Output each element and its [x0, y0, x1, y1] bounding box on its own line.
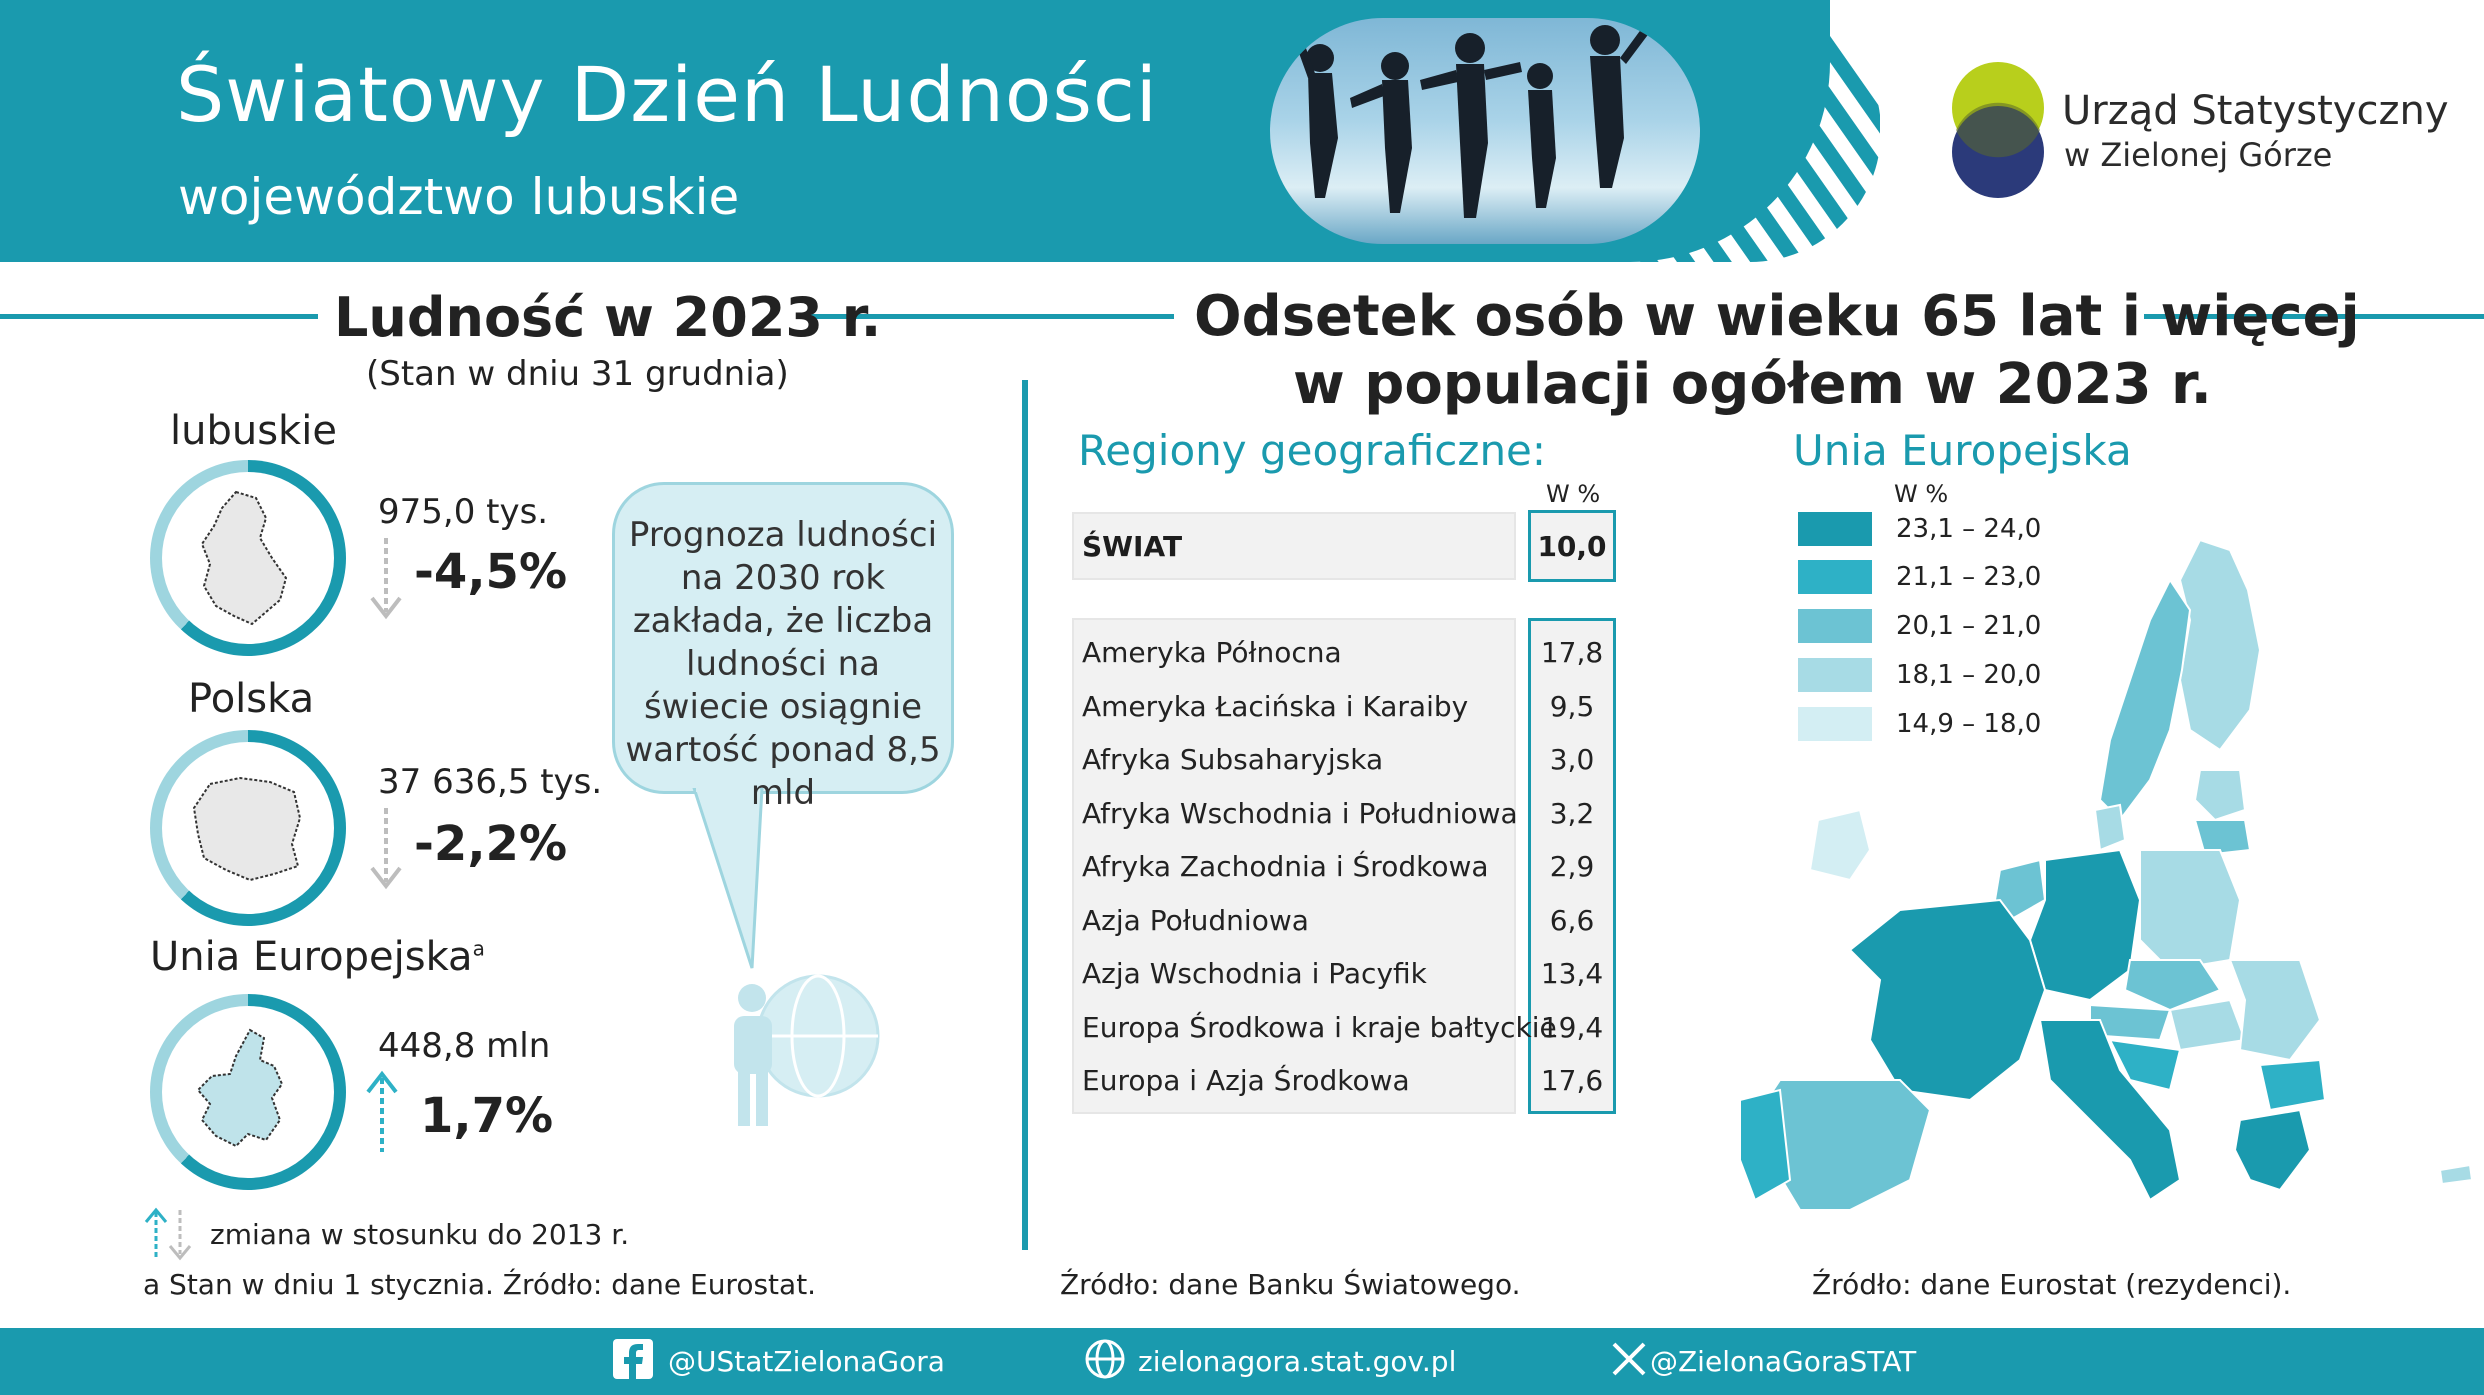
change-lubuskie: -4,5% [414, 544, 568, 600]
website-link[interactable]: zielonagora.stat.gov.pl [1138, 1345, 1457, 1378]
footnote-mark: a [472, 936, 485, 961]
org-city: w Zielonej Górze [2064, 136, 2333, 174]
table-row-label: Afryka Subsaharyjska [1082, 743, 1384, 776]
page-title: Światowy Dzień Ludności [176, 50, 1158, 139]
legend-label: 23,1 – 24,0 [1896, 514, 2042, 544]
area-name-lubuskie: lubuskie [170, 408, 337, 454]
page-subtitle: województwo lubuskie [178, 168, 740, 226]
statistics-office-logo [1950, 60, 2100, 210]
eu-choropleth-map [1700, 520, 2480, 1240]
source-left: a Stan w dniu 1 stycznia. Źródło: dane Eurostat. [143, 1268, 817, 1301]
population-heading: Ludność w 2023 r. [334, 286, 882, 349]
x-link[interactable]: @ZielonaGoraSTAT [1650, 1345, 1917, 1378]
lubuskie-map-icon [196, 488, 300, 628]
table-row-value: 19,4 [1540, 1011, 1604, 1044]
change-arrows-icon [142, 1206, 196, 1262]
change-polska: -2,2% [414, 816, 568, 872]
legend-label: 18,1 – 20,0 [1896, 660, 2042, 690]
regions-title: Regiony geograficzne: [1078, 426, 1547, 475]
arrow-down-icon [366, 536, 406, 620]
globe-icon[interactable] [1084, 1338, 1126, 1380]
eu-map-icon [190, 1024, 306, 1154]
elderly-heading-line2: w populacji ogółem w 2023 r. [1293, 352, 2212, 417]
table-row-label: Ameryka Łacińska i Karaiby [1082, 690, 1469, 723]
table-row-label: Azja Południowa [1082, 904, 1309, 937]
world-label: ŚWIAT [1082, 530, 1183, 563]
table-row-value: 6,6 [1549, 904, 1595, 937]
facebook-link[interactable]: @UStatZielonaGora [668, 1345, 945, 1378]
population-subheading: (Stan w dniu 31 grudnia) [366, 354, 789, 394]
arrow-down-icon [366, 806, 406, 890]
legend-label: 14,9 – 18,0 [1896, 709, 2042, 739]
header [0, 0, 2484, 262]
table-row-label: Europa Środkowa i kraje bałtyckie [1082, 1011, 1557, 1044]
change-eu: 1,7% [420, 1088, 554, 1144]
table-row-label: Azja Wschodnia i Pacyfik [1082, 957, 1427, 990]
table-row-value: 9,5 [1549, 690, 1595, 723]
bubble-tail [690, 788, 810, 978]
forecast-text: Prognoza ludności na 2030 rok zakłada, że liczba ludności na świecie osiągnie wartość ponad 8,5 mld [625, 515, 941, 813]
table-row-value: 2,9 [1549, 850, 1595, 883]
column-divider [1022, 380, 1028, 1250]
table-unit: W % [1546, 480, 1601, 508]
arrow-up-icon [362, 1070, 402, 1154]
area-name-eu: Unia Europejska$^a$ [150, 934, 485, 980]
eu-title: Unia Europejska [1793, 426, 2132, 475]
person-globe-icon [714, 970, 884, 1140]
table-row-label: Ameryka Północna [1082, 636, 1342, 669]
org-name: Urząd Statystyczny [2062, 88, 2449, 134]
table-row-value: 3,2 [1549, 797, 1595, 830]
table-row-label: Afryka Zachodnia i Środkowa [1082, 850, 1489, 883]
x-icon[interactable] [1608, 1338, 1650, 1380]
facebook-icon[interactable] [612, 1338, 654, 1380]
value-eu: 448,8 mln [378, 1026, 551, 1066]
value-polska: 37 636,5 tys. [378, 762, 603, 802]
table-row-value: 17,8 [1540, 636, 1604, 669]
legend-label: 21,1 – 23,0 [1896, 562, 2042, 592]
table-row-label: Europa i Azja Środkowa [1082, 1064, 1410, 1097]
world-value: 10,0 [1537, 530, 1607, 563]
change-legend-note: zmiana w stosunku do 2013 r. [210, 1218, 630, 1251]
table-row-label: Afryka Wschodnia i Południowa [1082, 797, 1518, 830]
jumping-people-photo [1270, 18, 1700, 244]
rule-left-1 [0, 314, 318, 319]
table-row-value: 17,6 [1540, 1064, 1604, 1097]
source-middle: Źródło: dane Banku Światowego. [1060, 1268, 1521, 1301]
map-unit: W % [1894, 480, 1949, 508]
table-row-value: 3,0 [1549, 743, 1595, 776]
value-lubuskie: 975,0 tys. [378, 492, 549, 532]
legend-label: 20,1 – 21,0 [1896, 611, 2042, 641]
elderly-heading-line1: Odsetek osób w wieku 65 lat i więcej [1194, 284, 2360, 349]
poland-map-icon [190, 774, 306, 884]
area-name-polska: Polska [188, 676, 315, 722]
source-right: Źródło: dane Eurostat (rezydenci). [1812, 1268, 2292, 1301]
table-row-value: 13,4 [1540, 957, 1604, 990]
